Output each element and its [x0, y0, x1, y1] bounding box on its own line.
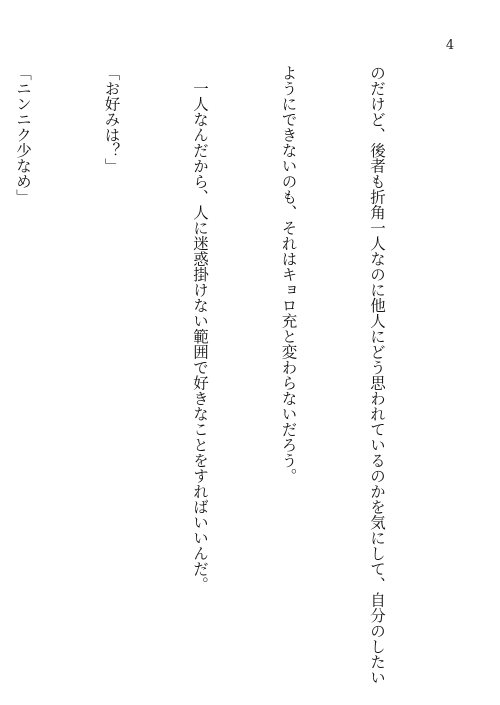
page-number: 4 — [445, 38, 455, 53]
body-text — [0, 65, 450, 685]
text-line-3: 一人なんだから、人に迷惑掛けない範囲で好きなことをすればいいんだ。 — [191, 65, 209, 592]
text-line-4: 「お好みは？」 — [102, 65, 121, 174]
text-line-5: 「ニンニク少なめ」 — [14, 65, 32, 205]
text-line-2: ようにできないのも、それはキョロ充と変わらないだろう。 — [279, 65, 298, 484]
text-line-1: のだけど、後者も折角一人なのに他人にどう思われているのかを気にして、自分のしたい — [368, 65, 386, 685]
